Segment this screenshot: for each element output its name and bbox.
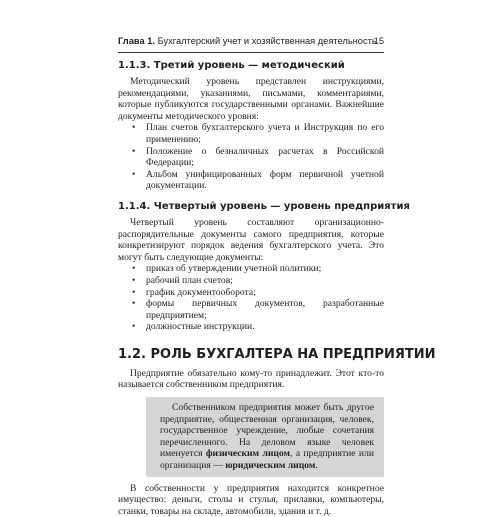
highlight-text: . [315,460,318,472]
list-item-text: график документооборота; [146,286,256,298]
list-item [118,275,384,287]
list-item [118,263,384,275]
highlight-text: Собственником предприятия может быть другое предприятие, общественная организация, человек, государственное учреждение, любые сочетания перечисленного. На деловом языке человек именуется [160,402,374,460]
running-header [118,34,384,53]
section-1-1-3-list [118,122,384,192]
term-physical-person: физическим лицом [205,448,291,460]
list-item-text: Положение о безналичных расчетах в Российской Федерации; [146,145,384,169]
list-item [118,169,384,192]
bullet-icon: • [132,321,136,333]
highlight-box [146,397,384,477]
chapter-title: Бухгалтерский учет и хозяйственная деятельность [154,36,377,46]
section-1-1-3-paragraph: Методический уровень представлен инструкциями, рекомендациями, указаниями, письмами, комментариями, которые публикуются государственными органами. Важнейшие документы методического уровня: [118,76,384,122]
list-item-text: должностные инструкции. [146,321,255,333]
list-item [118,122,384,145]
list-item-text: рабочий план счетов; [146,274,233,286]
section-1-1-4-paragraph: Четвертый уровень составляют организационно-распорядительные документы самого предприятия, которые конкретизируют порядок ведения бухгалтерского учета. Это могут быть следующие документы: [118,216,384,263]
bullet-icon: • [132,286,136,298]
section-heading-1-2: 1.2. РОЛЬ БУХГАЛТЕРА НА ПРЕДПРИЯТИИ [118,346,436,362]
section-heading-1-1-3: 1.1.3. Третий уровень — методический [118,60,345,71]
list-item [118,287,384,299]
section-heading-1-1-4: 1.1.4. Четвертый уровень — уровень предприятия [118,200,410,212]
page-number: 15 [373,36,384,46]
bullet-icon: • [132,274,136,286]
section-1-2-closing-paragraph: В собственности у предприятия находится конкретное имущество: деньги, столы и стулья, прилавки, компьютеры, станки, товары на складе, автомобили, здания и т. д. [118,482,384,517]
list-item-text: План счетов бухгалтерского учета и Инструкция по его применению; [146,122,384,145]
list-item-text: Альбом унифицированных форм первичной учетной документации. [146,168,384,192]
highlight-text: , а предприятие или организация — [160,448,374,472]
page-content [118,60,436,517]
section-1-2-paragraph: Предприятие обязательно кому-то принадлежит. Этот кто-то называется собственником предприятия. [118,367,384,391]
section-1-1-4-list [118,263,384,333]
bullet-icon: • [132,145,136,157]
bullet-icon: • [132,168,136,180]
list-item-text: приказ об утверждении учетной политики; [146,263,322,275]
bullet-icon: • [132,263,136,275]
list-item-text: формы первичных документов, разработанные предприятием; [146,298,384,321]
list-item [118,321,384,333]
list-item [118,146,384,169]
list-item [118,298,384,321]
bullet-icon: • [132,298,136,310]
term-legal-entity: юридическим лицом [225,460,316,472]
chapter-label: Глава 1. [118,36,155,46]
bullet-icon: • [132,122,136,134]
